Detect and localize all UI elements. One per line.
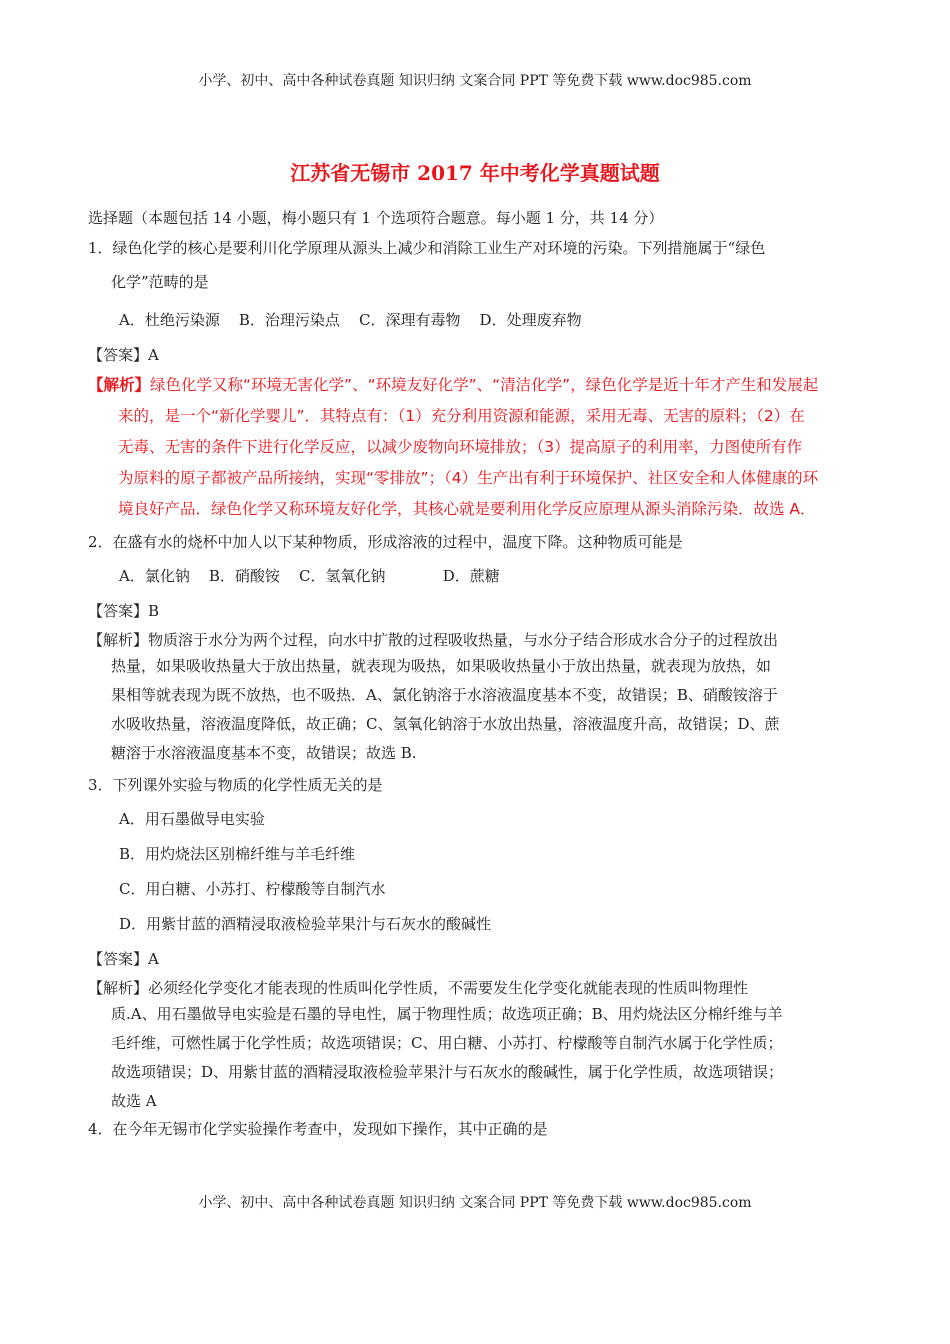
analysis-text: 必须经化学变化才能表现的性质叫化学性质，不需要发生化学变化就能表现的性质叫物理性	[148, 979, 749, 997]
question-2-answer	[88, 601, 868, 629]
question-1-stem: 1．绿色化学的核心是要利川化学原理从源头上减少和消除工业生产对环境的污染。下列措施属于“绿色	[88, 239, 766, 257]
question-2-analysis-line	[88, 629, 868, 655]
question-1-analysis-line	[88, 373, 868, 404]
analysis-text: 物质溶于水分为两个过程，向水中扩散的过程吸收热量，与水分子结合形成水合分子的过程放出	[148, 631, 779, 649]
question-1-analysis-line: 来的，是一个“新化学婴儿”．其特点有：（1）充分利用资源和能源，采用无毒、无害的原料；（2）在	[118, 407, 805, 425]
question-2-analysis-line: 水吸收热量，溶液温度降低，故正确；C、氢氧化钠溶于水放出热量，溶液温度升高，故错误；D、蔗	[111, 715, 780, 733]
question-1-analysis-line: 无毒、无害的条件下进行化学反应，以减少废物向环境排放；（3）提高原子的利用率，力图使所有作	[118, 438, 803, 456]
answer-label: 【答案】	[88, 950, 149, 968]
question-3-option: A．用石墨做导电实验	[119, 810, 265, 828]
analysis-label: 【解析】	[88, 979, 149, 997]
question-3-option: D．用紫甘蓝的酒精浸取液检验苹果汁与石灰水的酸碱性	[119, 915, 492, 933]
question-3-answer	[88, 949, 868, 977]
question-4-stem: 4．在今年无锡市化学实验操作考查中，发现如下操作，其中正确的是	[88, 1120, 548, 1138]
question-3-stem: 3．下列课外实验与物质的化学性质无关的是	[88, 776, 383, 794]
question-2-analysis-line: 糖溶于水溶液温度基本不变，故错误；故选 B.	[111, 744, 417, 762]
answer-value: A	[148, 346, 159, 364]
question-2-options: A．氯化钠 B．硝酸铵 C．氢氧化钠 D．蔗糖	[119, 567, 500, 585]
page-footer: 小学、初中、高中各种试卷真题 知识归纳 文案合同 PPT 等免费下载 www.doc985.com	[198, 1195, 752, 1211]
analysis-label: 【解析】	[88, 376, 151, 394]
document-body	[88, 208, 868, 1153]
question-3-analysis-line	[88, 977, 868, 1003]
question-2-stem: 2．在盛有水的烧杯中加人以下某种物质，形成溶液的过程中，温度下降。这种物质可能是	[88, 533, 683, 551]
answer-label: 【答案】	[88, 346, 149, 364]
page-title: 江苏省无锡市 2017 年中考化学真题试题	[290, 161, 660, 185]
question-1-analysis-line: 为原料的原子都被产品所接纳，实现“零排放”；（4）生产出有利于环境保护、社区安全和人体健康的环	[118, 469, 819, 487]
question-1-stem-continued: 化学”范畴的是	[111, 273, 209, 291]
question-1-options: A．杜绝污染源 B．治理污染点 C．深理有毒物 D．处理废弃物	[119, 311, 582, 329]
question-3-option: C．用白糖、小苏打、柠檬酸等自制汽水	[119, 880, 386, 898]
analysis-label: 【解析】	[88, 631, 149, 649]
answer-label: 【答案】	[88, 602, 149, 620]
question-1-answer	[88, 345, 868, 373]
answer-value: A	[148, 950, 159, 968]
question-3-analysis-line: 毛纤维，可燃性属于化学性质；故选项错误；C、用白糖、小苏打、柠檬酸等自制汽水属于化学性质；	[111, 1034, 783, 1052]
question-2-analysis-line: 热量，如果吸收热量大于放出热量，就表现为吸热，如果吸收热量小于放出热量，就表现为放热，如	[111, 657, 772, 675]
question-1-analysis-line: 境良好产品．绿色化学又称环境友好化学，其核心就是要利用化学反应原理从源头消除污染．故选 A．	[118, 500, 816, 518]
page-header: 小学、初中、高中各种试卷真题 知识归纳 文案合同 PPT 等免费下载 www.doc985.com	[198, 73, 752, 89]
question-3-analysis-line: 质.A、用石墨做导电实验是石墨的导电性，属于物理性质；故选项正确；B、用灼烧法区分棉纤维与羊	[111, 1005, 783, 1023]
analysis-text: 绿色化学又称“环境无害化学”、“环境友好化学”、“清洁化学”，绿色化学是近十年才产生和发展起	[150, 376, 819, 394]
question-3-analysis-line: 故选项错误；D、用紫甘蓝的酒精浸取液检验苹果汁与石灰水的酸碱性，属于化学性质，故选项错误；	[111, 1063, 784, 1081]
section-intro: 选择题（本题包括 14 小题，梅小题只有 1 个选项符合题意。每小题 1 分，共 14 分）	[88, 209, 664, 227]
question-3-analysis-line: 故选 A	[111, 1092, 157, 1110]
question-3-option: B．用灼烧法区别棉纤维与羊毛纤维	[119, 845, 356, 863]
answer-value: B	[148, 602, 160, 620]
question-2-analysis-line: 果相等就表现为既不放热，也不吸热．A、氯化钠溶于水溶液温度基本不变，故错误；B、硝酸铵溶于	[111, 686, 778, 704]
